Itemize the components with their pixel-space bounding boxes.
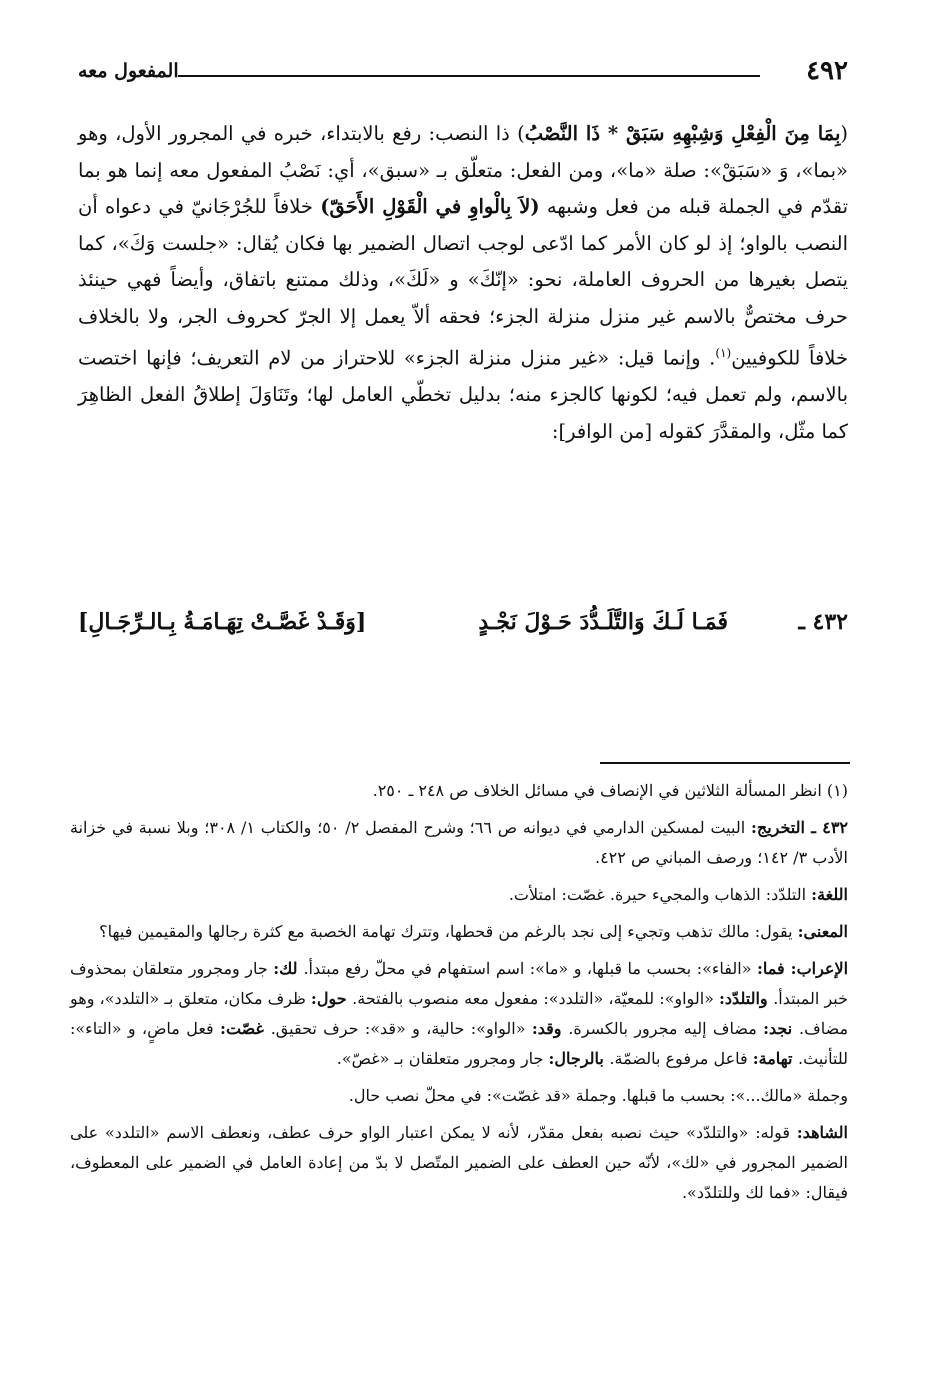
takhrij-text: البيت لمسكين الدارمي في ديوانه ص ٦٦؛ وشرح المفصل ٢/ ٥٠؛ والكتاب ١/ ٣٠٨؛ وبلا نسبة في خزانة الأدب ٣/ ١٤٢؛ ورصف المباني ص ٤٢٢. [70, 818, 848, 867]
footnote-1: (١) انظر المسألة الثلاثين في الإنصاف في مسائل الخلاف ص ٢٤٨ ـ ٢٥٠. [372, 781, 848, 800]
verse-first-hemistich: فَمَـا لَـكَ وَالتَّلَـدُّدَ حَـوْلَ نَجْـدٍ [478, 609, 728, 635]
footnote-separator [600, 762, 850, 764]
irab-word: نجد: [763, 1019, 800, 1038]
main-paragraph [78, 116, 848, 450]
commentary-text: ) ذا النصب: رفع بالابتداء، خبره في المجرور الأول، وهو «بما»، وَ «سَبَقْ»: صلة «ما»، ومن الفعل: متعلّق بـ «سبق»، أي: نَصْبُ المفعول معه إنما هو بما تقدّم في الجملة قبله من فعل وشبهه [78, 122, 848, 218]
takhrij-label: ٤٣٢ ـ التخريج: [750, 818, 848, 837]
irab-text: «الواو»: للمعيّة، «التلدد»: مفعول معه منصوب بالفتحة. [352, 989, 720, 1008]
header-rule [178, 75, 760, 77]
lugha-note [70, 880, 848, 910]
chapter-title: المفعول معه [78, 60, 179, 82]
irab-word: تهامة: [752, 1049, 799, 1068]
irab-text: فاعل مرفوع بالضمّة. [609, 1049, 753, 1068]
irab-text: جار ومجرور متعلقان بـ «غصّ». [336, 1049, 549, 1068]
verse-line [78, 602, 848, 642]
irab-word: غصّت: [220, 1019, 271, 1038]
irab-word: لك: [273, 959, 304, 978]
footnote-ref: (١) [715, 346, 732, 360]
irab-text: مضاف إليه مجرور بالكسرة. [568, 1019, 764, 1038]
main-text [78, 116, 848, 450]
irab-text: «الواو»: حالية، و «قد»: حرف تحقيق. [270, 1019, 532, 1038]
page-number: ٤٩٢ [806, 56, 848, 86]
jumla-note: وجملة «مالك...»: بحسب ما قبلها. وجملة «قد غصّت»: في محلّ نصب حال. [348, 1086, 848, 1105]
footnotes [70, 776, 848, 1215]
commentary-text-2: خلافاً للجُرْجَانيّ في دعواه أن النصب بالواو؛ إذ لو كان الأمر كما ادّعى لوجب اتصال الضمير بها فكان يُقال: «جلست وَكَ»، كما يتصل بغيرها من الحروف العاملة، نحو: «إنّكَ» و «لَكَ»، وذلك ممتنع باتفاق، وأيضاً فهي حينئذ حرف مختصٌّ بالاسم غير منزل منزلة الجزء؛ فحقه ألاّ يعمل إلا الجرّ كحروف الجر، ولا بالخلاف خلافاً للكوفيين [78, 195, 848, 370]
irab-word: وقد: [531, 1019, 569, 1038]
irab-label: الإعراب: [790, 959, 849, 978]
irab-word: والتلدّد: [719, 989, 774, 1008]
irab-text: فعل ماضٍ، و «التاء»: للتأنيث. [70, 1019, 848, 1068]
verse-number: ٤٣٢ ـ [798, 609, 848, 635]
mana-note [70, 917, 848, 947]
open-paren: ( [840, 122, 848, 145]
irab-note [70, 954, 848, 1074]
lugha-label: اللغة: [811, 885, 848, 904]
shahid-label: الشاهد: [796, 1123, 848, 1142]
irab-word: بالرجال: [548, 1049, 610, 1068]
irab-word: فما: [757, 959, 791, 978]
poem-quote-2: (لاَ بِالْواوِ في الْقَوْلِ الأَحَقّ) [320, 195, 540, 218]
commentary-text-3: . وإنما قيل: «غير منزل منزلة الجزء» للاحتراز من لام التعريف؛ فإنها اختصت بالاسم، ولم تعمل فيه؛ لكونها كالجزء منه؛ بدليل تخطّي العامل لها؛ وتَنَاوَلَ إطلاقُ الفعل الظاهِرَ كما مثّل، والمقدَّرَ كقوله [من الوافر]: [78, 346, 848, 443]
shahid-note [70, 1118, 848, 1208]
verse-second-hemistich: [وَقَـدْ غَصَّـتْ تِهَـامَـةُ بِـالـرِّجَـالِ] [78, 609, 367, 635]
irab-word: حول: [310, 989, 353, 1008]
mana-text: يقول: مالك تذهب وتجيء إلى نجد بالرغم من قحطها، وتترك تهامة الخصبة مع كثرة رجالها والمقيمين فيها؟ [99, 922, 798, 941]
running-header [78, 56, 848, 86]
takhrij-note [70, 813, 848, 873]
mana-label: المعنى: [797, 922, 848, 941]
irab-text: جار ومجرور متعلقان بمحذوف خبر المبتدأ. [70, 959, 848, 1008]
irab-text: «الفاء»: بحسب ما قبلها، و «ما»: اسم استفهام في محلّ رفع مبتدأ. [303, 959, 757, 978]
shahid-text: قوله: «والتلدّد» حيث نصبه بفعل مقدّر، لأنه لا يمكن اعتبار الواو حرف عطف، ونعطف الاسم «التلدد» على الضمير المجرور في «لك»، لأنّه حين العطف على الضمير المتّصل لا بدّ من إعادة العامل في الضمير على المعطوف، فيقال: «فما لك وللتلدّد». [70, 1123, 849, 1202]
lugha-text: التلدّد: الذهاب والمجيء حيرة. غصّت: امتلأت. [508, 885, 812, 904]
irab-text: ظرف مكان، متعلق بـ «التلدد»، وهو مضاف. [70, 989, 849, 1038]
poem-quote: بِمَا مِنَ الْفِعْلِ وَشِبْهِهِ سَبَقْ * ذَا النَّصْبُ [524, 122, 841, 145]
